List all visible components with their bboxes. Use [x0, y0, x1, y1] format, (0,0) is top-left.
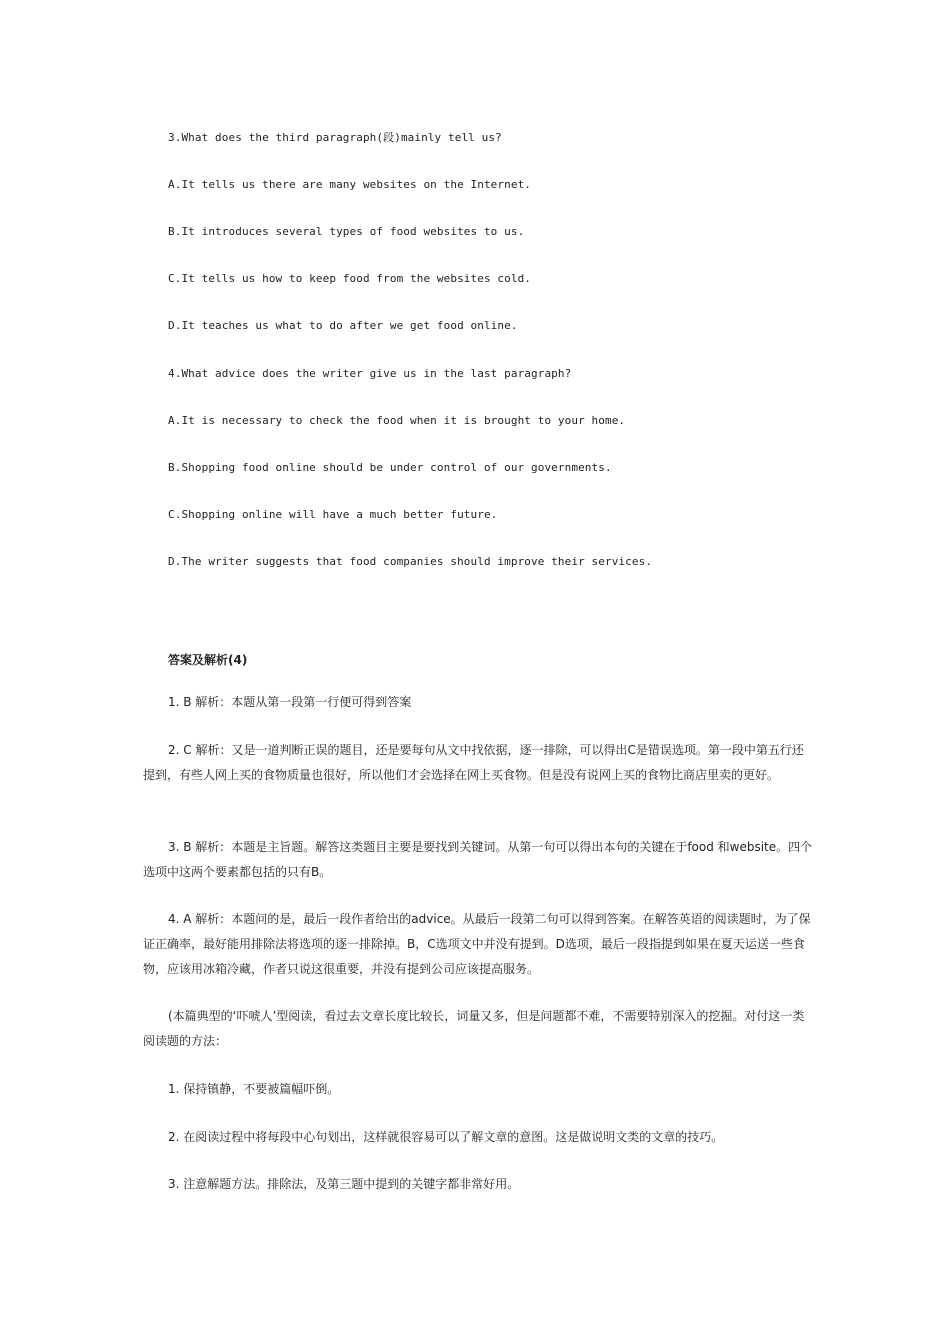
- question-4-option-a: A.It is necessary to check the food when it is brought to your home.: [168, 414, 626, 427]
- answers-heading: 答案及解析(4): [168, 653, 248, 667]
- strategy-intro: (本篇典型的‘吓唬人’型阅读，看过去文章长度比较长，词量又多，但是问题都不难，不需要特别深入的挖掘。对付这一类阅读题的方法：: [143, 1009, 805, 1048]
- answer-4: 4. A 解析：本题问的是，最后一段作者给出的advice。从最后一段第二句可以得到答案。在解答英语的阅读题时，为了保证正确率，最好能用排除法将选项的逐一排除掉。B，C选项文中并没有提到。D选项，最后一段指提到如果在夏天运送一些食物，应该用冰箱冷藏，作者只说这很重要，并没有提到公司应该提高服务。: [143, 912, 811, 976]
- strategy-1: 1. 保持镇静，不要被篇幅吓倒。: [168, 1082, 340, 1096]
- answer-3: 3. B 解析：本题是主旨题。解答这类题目主要是要找到关键词。从第一句可以得出本句的关键在于food 和website。四个选项中这两个要素都包括的只有B。: [143, 840, 813, 879]
- strategy-3: 3. 注意解题方法。排除法，及第三题中提到的关键字都非常好用。: [168, 1177, 520, 1191]
- question-3-stem: 3.What does the third paragraph(段)mainly tell us?: [168, 131, 502, 144]
- question-4-option-d: D.The writer suggests that food companies should improve their services.: [168, 555, 653, 568]
- question-3-option-b: B.It introduces several types of food websites to us.: [168, 225, 525, 238]
- question-3-option-c: C.It tells us how to keep food from the websites cold.: [168, 272, 532, 285]
- answer-2: 2. C 解析：又是一道判断正误的题目，还是要每句从文中找依据，逐一排除，可以得出C是错误选项。第一段中第五行还提到，有些人网上买的食物质量也很好，所以他们才会选择在网上买食物。但是没有说网上买的食物比商店里卖的更好。: [143, 743, 804, 782]
- question-3-option-a: A.It tells us there are many websites on the Internet.: [168, 178, 532, 191]
- question-3-option-d: D.It teaches us what to do after we get food online.: [168, 319, 518, 332]
- question-4-option-c: C.Shopping online will have a much better future.: [168, 508, 498, 521]
- question-4-stem: 4.What advice does the writer give us in the last paragraph?: [168, 367, 572, 380]
- answer-1: 1. B 解析：本题从第一段第一行便可得到答案: [168, 695, 412, 709]
- question-4-option-b: B.Shopping food online should be under control of our governments.: [168, 461, 612, 474]
- strategy-2: 2. 在阅读过程中将每段中心句划出，这样就很容易可以了解文章的意图。这是做说明文类的文章的技巧。: [168, 1130, 724, 1144]
